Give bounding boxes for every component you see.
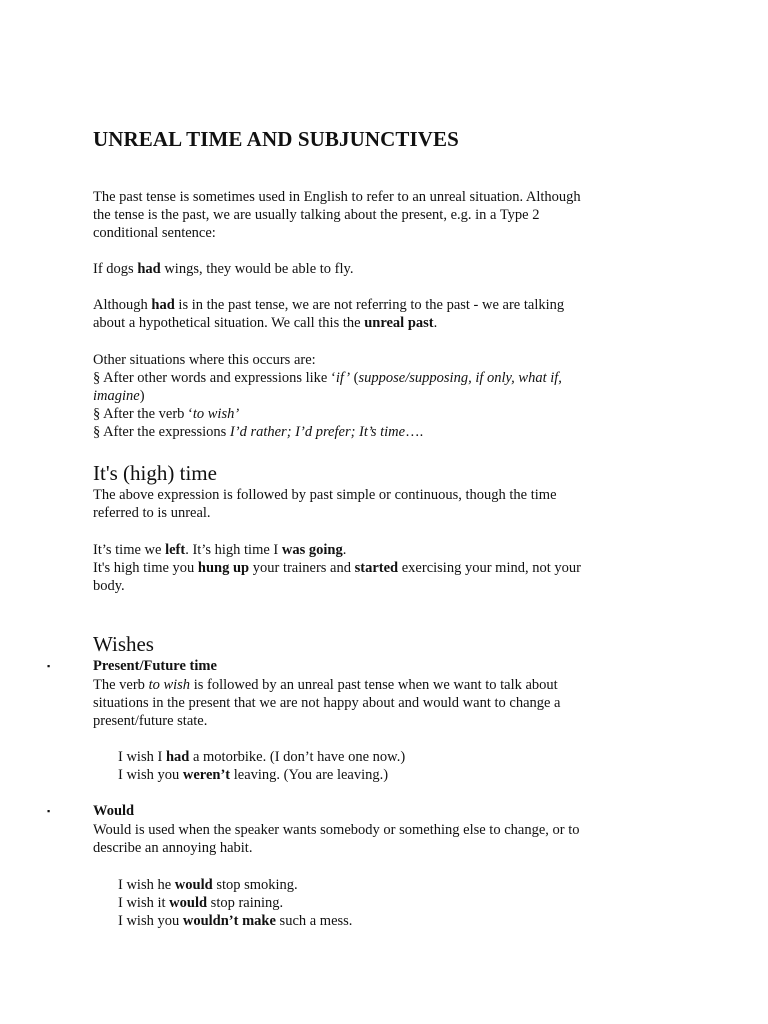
text-line: The past tense is sometimes used in English to refer to an unreal situation. Although	[93, 189, 581, 205]
list-item: § After the verb ‘to wish’	[93, 406, 240, 422]
present-future-examples	[93, 748, 698, 784]
unreal-past-paragraph	[93, 296, 673, 332]
text-line: Would is used when the speaker wants somebody or something else to change, or to	[93, 822, 580, 838]
example-sentence: I wish he would stop smoking.	[118, 877, 298, 893]
list-intro: Other situations where this occurs are:	[93, 352, 316, 368]
example-sentence: If dogs had wings, they would be able to fly.	[93, 261, 354, 277]
intro-paragraph	[93, 188, 673, 242]
text-line: The above expression is followed by past simple or continuous, though the time	[93, 487, 557, 503]
example-sentence: I wish you weren’t leaving. (You are leaving.)	[118, 767, 389, 783]
bullet-icon: ▪	[47, 806, 51, 816]
section-heading-high-time: It's (high) time	[93, 461, 217, 485]
list-item: § After the expressions I’d rather; I’d prefer; It’s time….	[93, 424, 424, 440]
would-paragraph	[93, 821, 673, 857]
text-line: about a hypothetical situation. We call this the unreal past.	[93, 315, 438, 331]
text-line: present/future state.	[93, 713, 208, 729]
high-time-examples	[93, 541, 673, 595]
example-sentence: I wish it would stop raining.	[118, 895, 284, 911]
example-sentence: It's high time you hung up your trainers and started exercising your mind, not your	[93, 560, 581, 576]
situations-list	[93, 351, 673, 441]
example-sentence: I wish I had a motorbike. (I don’t have one now.)	[118, 749, 406, 765]
example-sentence: It’s time we left. It’s high time I was going.	[93, 542, 347, 558]
document-title: UNREAL TIME AND SUBJUNCTIVES	[93, 127, 459, 151]
text-line: referred to is unreal.	[93, 505, 211, 521]
text-line: The verb to wish is followed by an unreal past tense when we want to talk about	[93, 677, 558, 693]
list-item: § After other words and expressions like ‘if’ (suppose/supposing, if only, what if,	[93, 370, 562, 386]
would-examples	[93, 876, 698, 930]
section-heading-wishes: Wishes	[93, 632, 154, 656]
text-line: the tense is the past, we are usually talking about the present, e.g. in a Type 2	[93, 207, 540, 223]
example-sentence-continued: body.	[93, 578, 125, 594]
text-line: describe an annoying habit.	[93, 840, 253, 856]
text-line: situations in the present that we are not happy about and would want to change a	[93, 695, 561, 711]
subheading-would: Would	[93, 803, 135, 819]
text-line: Although had is in the past tense, we are not referring to the past - we are talking	[93, 297, 565, 313]
example-sentence: I wish you wouldn’t make such a mess.	[118, 913, 353, 929]
present-future-paragraph	[93, 676, 673, 730]
list-item-continued: imagine)	[93, 388, 145, 404]
subheading-present-future: Present/Future time	[93, 658, 217, 674]
bullet-icon: ▪	[47, 661, 51, 671]
high-time-paragraph	[93, 486, 673, 522]
text-line: conditional sentence:	[93, 225, 216, 241]
